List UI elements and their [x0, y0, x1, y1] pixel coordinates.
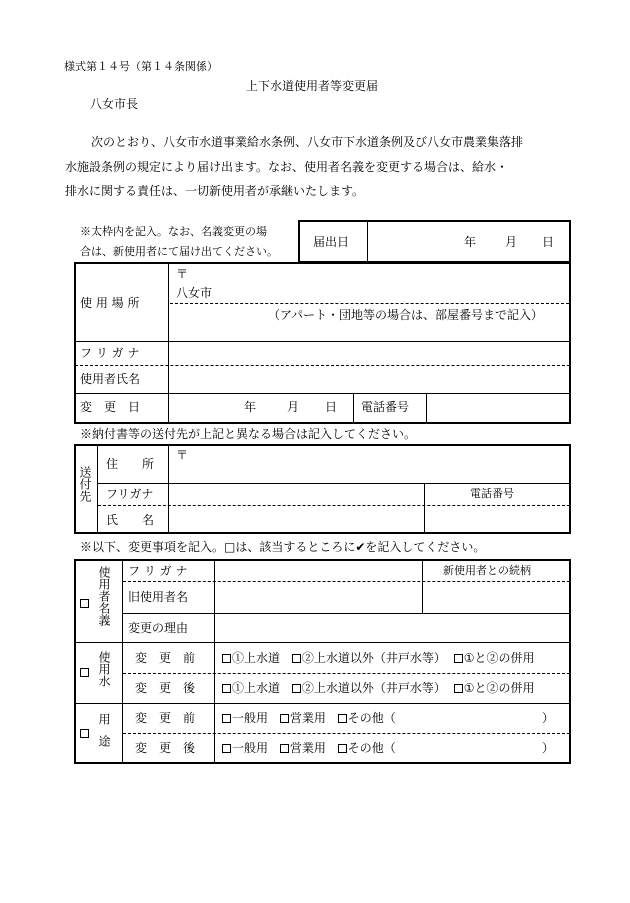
use-after-label: 変 更 後 [135, 741, 196, 755]
water-before-opt2-checkbox[interactable] [292, 654, 301, 663]
reason-label: 変更の理由 [128, 621, 189, 635]
use-before-options: 一般用 営業用 その他（ [222, 712, 396, 724]
form-title: 上下水道使用者等変更届 [246, 79, 379, 93]
water-before-opt1-checkbox[interactable] [222, 654, 231, 663]
intro-line-1: 次のとおり、八女市水道事業給水条例、八女市下水道条例及び八女市農業集落排 [91, 135, 524, 149]
water-change-side-label: 使用水 [97, 651, 111, 687]
nc-furigana-label: フ リ ガ ナ [128, 564, 188, 578]
phone-label: 電話番号 [361, 400, 410, 414]
use-before-opt2-checkbox[interactable] [280, 714, 289, 723]
send-name-label: 氏 名 [106, 513, 155, 527]
location-postal-mark: 〒 [176, 267, 189, 281]
use-after-options: 一般用 営業用 その他（ [222, 742, 396, 754]
water-after-label: 変 更 後 [135, 681, 196, 695]
use-before-close-paren: ） [542, 711, 555, 725]
water-before-options: ①上水道 ②上水道以外（井戸水等） ①と②の併用 [222, 652, 534, 664]
use-before-opt1-checkbox[interactable] [222, 714, 231, 723]
send-address-label: 住 所 [106, 457, 155, 471]
note-change: ※以下、変更事項を記入。□は、該当するところに✔を記入してください。 [80, 540, 486, 554]
use-after-opt3-checkbox[interactable] [338, 744, 347, 753]
furigana-label: フ リ ガ ナ [80, 346, 140, 360]
water-change-checkbox[interactable] [80, 668, 89, 677]
water-before-opt3-checkbox[interactable] [454, 654, 463, 663]
use-change-side-label: 用途 [97, 713, 111, 757]
note-send: ※納付書等の送付先が上記と異なる場合は記入してください。 [80, 427, 417, 441]
use-before-opt3-checkbox[interactable] [338, 714, 347, 723]
note-top-line-1: ※太枠内を記入。なお、名義変更の場 [80, 225, 267, 238]
location-city: 八女市 [176, 286, 213, 300]
location-label: 使 用 場 所 [80, 296, 140, 310]
send-side-label: 送付先 [78, 466, 92, 502]
submit-month: 月 [505, 235, 518, 249]
change-year: 年 [244, 400, 257, 414]
user-name-label: 使用者氏名 [80, 372, 141, 386]
submit-year: 年 [464, 235, 477, 249]
send-postal-mark: 〒 [176, 448, 189, 462]
intro-line-2: 水施設条例の規定により届け出ます。なお、使用者名義を変更する場合は、給水・ [65, 160, 509, 174]
addressee: 八女市長 [90, 97, 139, 111]
change-day: 日 [325, 400, 338, 414]
submit-day: 日 [542, 235, 555, 249]
old-user-label: 旧使用者名 [128, 590, 189, 604]
name-change-checkbox[interactable] [80, 599, 89, 608]
change-month: 月 [287, 400, 300, 414]
form-number: 様式第１４号（第１４条関係） [64, 60, 218, 73]
use-after-opt2-checkbox[interactable] [280, 744, 289, 753]
water-after-opt1-checkbox[interactable] [222, 684, 231, 693]
use-after-opt1-checkbox[interactable] [222, 744, 231, 753]
send-furigana-label: フリガナ [106, 487, 154, 501]
use-before-label: 変 更 前 [135, 711, 196, 725]
change-date-label: 変 更 日 [80, 400, 141, 414]
submit-date-label: 届出日 [313, 235, 350, 249]
water-before-label: 変 更 前 [135, 651, 196, 665]
use-after-close-paren: ） [542, 741, 555, 755]
relation-label: 新使用者との続柄 [443, 564, 531, 577]
apartment-note: （アパート・団地等の場合は、部屋番号まで記入） [268, 308, 544, 322]
water-after-options: ①上水道 ②上水道以外（井戸水等） ①と②の併用 [222, 682, 534, 694]
water-after-opt2-checkbox[interactable] [292, 684, 301, 693]
usage-box [74, 262, 571, 424]
name-change-side-label: 使用者名義 [97, 566, 111, 626]
send-phone-label: 電話番号 [470, 487, 514, 500]
water-after-opt3-checkbox[interactable] [454, 684, 463, 693]
note-top-line-2: 合は、新使用者にて届け出てください。 [80, 245, 278, 258]
use-change-checkbox[interactable] [80, 729, 89, 738]
intro-line-3: 排水に関する責任は、一切新使用者が承継いたします。 [65, 184, 365, 198]
